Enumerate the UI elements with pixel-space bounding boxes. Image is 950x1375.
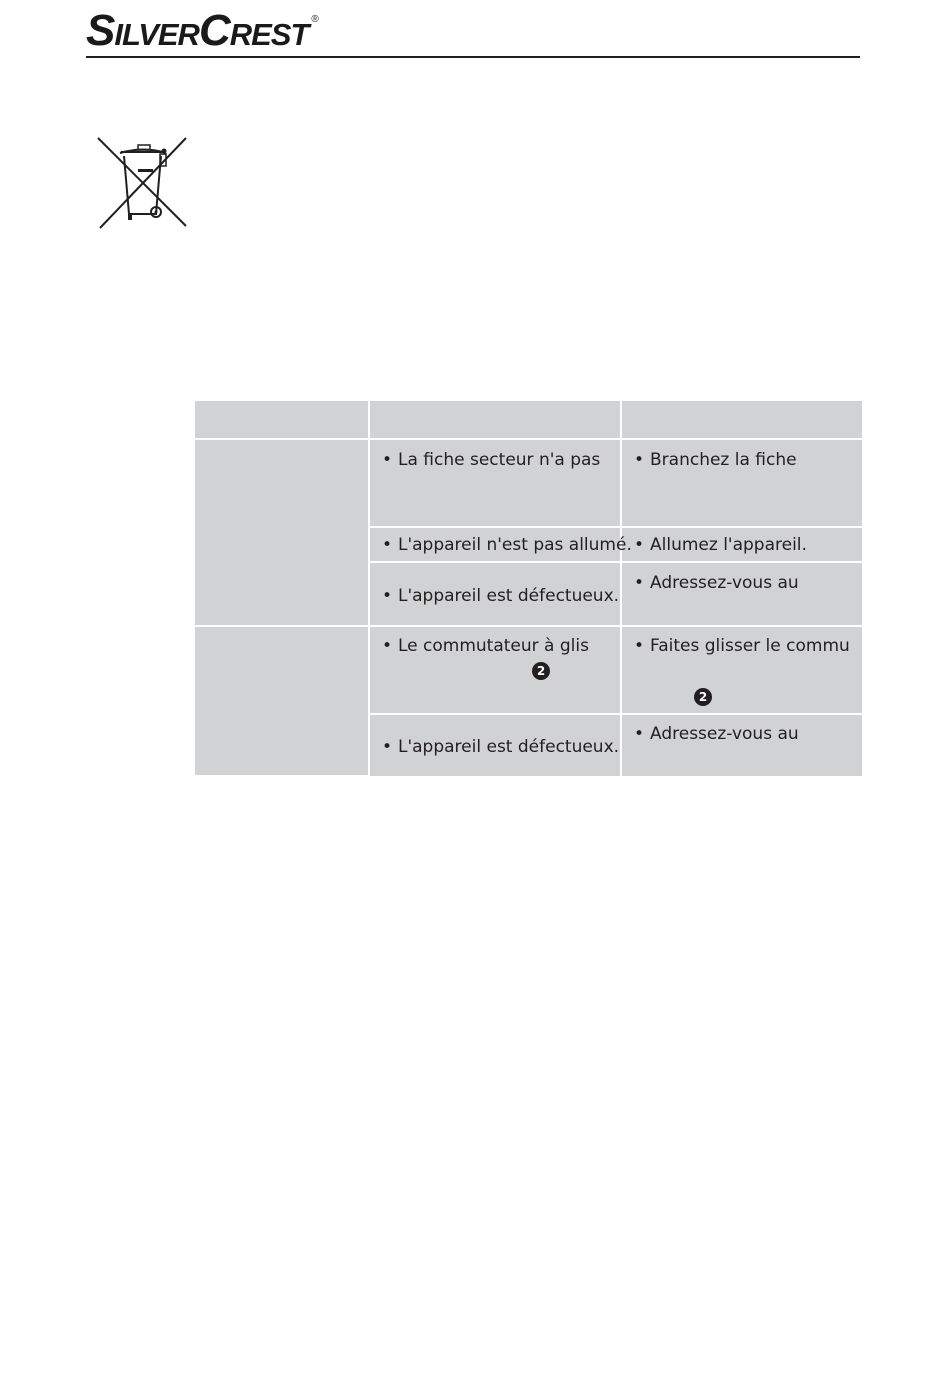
solution-cell: • Branchez la fiche: [621, 439, 862, 527]
header-cell-cause: [369, 401, 621, 439]
cause-cell: • Le commutateur à glis 2: [369, 626, 621, 714]
solution-cell: • Adressez-vous au: [621, 562, 862, 626]
solution-cell: • Faites glisser le commu 2: [621, 626, 862, 714]
header-cell-problem: [195, 401, 369, 439]
crossed-out-wheelie-bin-icon: [94, 134, 190, 230]
table-header-row: [195, 401, 862, 439]
cause-cell: • La fiche secteur n'a pas: [369, 439, 621, 527]
silvercrest-logo: SILVERCREST ®: [86, 6, 318, 55]
cause-cell: • L'appareil est défectueux.: [369, 714, 621, 776]
position-2-badge: 2: [694, 688, 712, 706]
problem-cell: [195, 439, 369, 626]
cause-cell: • L'appareil est défectueux.: [369, 562, 621, 626]
solution-cell: • Adressez-vous au: [621, 714, 862, 776]
table-row: [195, 626, 862, 714]
header-cell-solution: [621, 401, 862, 439]
solution-cell: • Allumez l'appareil.: [621, 527, 862, 562]
cause-cell: • L'appareil n'est pas allumé.: [369, 527, 621, 562]
position-2-badge: 2: [532, 662, 550, 680]
troubleshooting-table: [195, 401, 862, 777]
header-rule: [86, 56, 860, 58]
table-row: [195, 439, 862, 527]
problem-cell: [195, 626, 369, 776]
